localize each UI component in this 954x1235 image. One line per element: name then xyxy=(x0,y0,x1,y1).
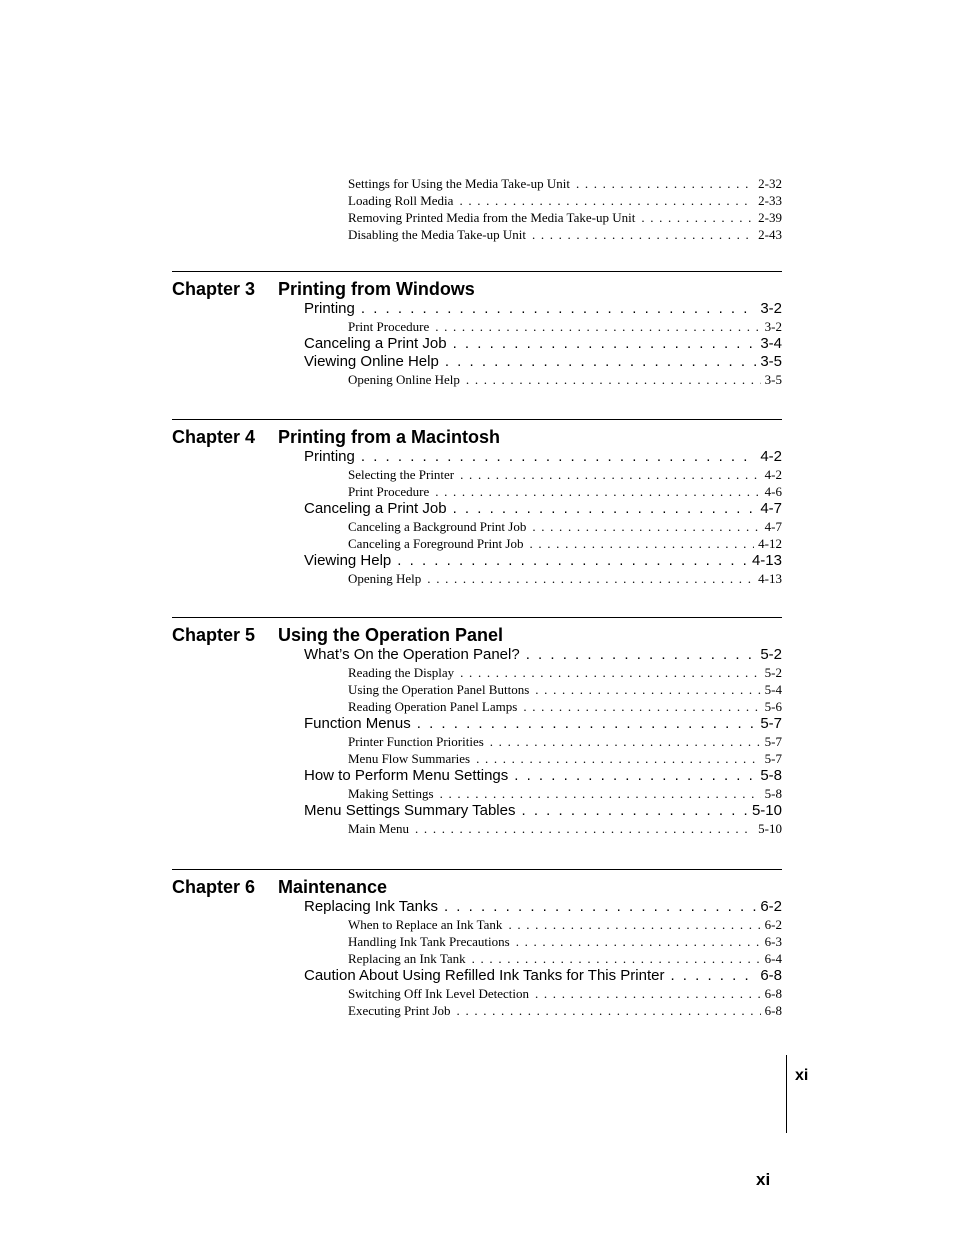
dot-leader xyxy=(440,785,761,802)
toc-entry-title: Canceling a Foreground Print Job xyxy=(348,536,524,551)
chapter-label: Chapter 4 xyxy=(172,427,256,447)
chapter-divider xyxy=(172,271,782,272)
toc-subentry[interactable] xyxy=(348,820,782,837)
toc-entry-page: 5-8 xyxy=(760,767,782,784)
margin-tab-label: xi xyxy=(795,1067,809,1084)
chapter-entries xyxy=(0,898,782,1019)
toc-entry-page: 6-2 xyxy=(764,917,782,932)
toc-entry-title: Viewing Online Help xyxy=(304,353,439,370)
toc-entry[interactable] xyxy=(304,898,782,916)
toc-entry-page: 3-5 xyxy=(760,353,782,370)
dot-leader xyxy=(514,767,756,785)
toc-entry[interactable] xyxy=(348,192,782,209)
toc-subentry[interactable] xyxy=(348,785,782,802)
chapter-divider xyxy=(172,869,782,870)
toc-entry-page: 3-2 xyxy=(764,319,782,334)
chapter-label: Chapter 5 xyxy=(172,625,256,645)
toc-entry-page: 4-2 xyxy=(760,448,782,465)
toc-entry-title: Caution About Using Refilled Ink Tanks for This Printer xyxy=(304,967,665,984)
chapter-heading[interactable] xyxy=(172,624,782,646)
toc-subentry[interactable] xyxy=(348,681,782,698)
toc-subentry[interactable] xyxy=(348,318,782,335)
dot-leader xyxy=(445,353,757,371)
toc-entry-page: 6-4 xyxy=(764,951,782,966)
toc-entry-title: Canceling a Background Print Job xyxy=(348,519,527,534)
dot-leader xyxy=(435,318,760,335)
chapter-5-section xyxy=(172,617,782,837)
dot-leader xyxy=(459,192,754,209)
toc-entry-title: How to Perform Menu Settings xyxy=(304,767,509,784)
toc-entry-page: 3-4 xyxy=(760,335,782,352)
toc-entry-page: 4-7 xyxy=(760,500,782,517)
dot-leader xyxy=(535,985,761,1002)
toc-entry[interactable] xyxy=(304,500,782,518)
dot-leader xyxy=(460,466,761,483)
toc-entry-title: Function Menus xyxy=(304,715,411,732)
toc-entry[interactable] xyxy=(348,175,782,192)
toc-subentry[interactable] xyxy=(348,518,782,535)
dot-leader xyxy=(417,715,757,733)
toc-entry-page: 5-8 xyxy=(764,786,782,801)
toc-entry-title: Replacing an Ink Tank xyxy=(348,951,466,966)
toc-entry-page: 2-39 xyxy=(758,210,782,225)
toc-entry-title: Viewing Help xyxy=(304,552,392,569)
dot-leader xyxy=(508,916,760,933)
toc-entry[interactable] xyxy=(304,646,782,664)
toc-entry-title: Printer Function Priorities xyxy=(348,734,484,749)
toc-entry-title: Opening Help xyxy=(348,571,422,586)
continued-entries xyxy=(172,175,782,243)
dot-leader xyxy=(576,175,754,192)
toc-entry-title: Making Settings xyxy=(348,786,434,801)
toc-entry-title: Handling Ink Tank Precautions xyxy=(348,934,510,949)
toc-entry-page: 6-2 xyxy=(760,898,782,915)
toc-entry-title: Settings for Using the Media Take-up Unit xyxy=(348,176,570,191)
toc-entry-page: 5-7 xyxy=(764,751,782,766)
toc-entry-page: 6-8 xyxy=(760,967,782,984)
toc-entry-page: 6-8 xyxy=(764,1003,782,1018)
toc-entry-title: Main Menu xyxy=(348,821,410,836)
toc-subentry[interactable] xyxy=(348,950,782,967)
margin-tab-rule xyxy=(786,1055,787,1133)
chapter-label: Chapter 3 xyxy=(172,279,256,299)
toc-entry-title: Loading Roll Media xyxy=(348,193,454,208)
dot-leader xyxy=(457,1002,761,1019)
toc-entry-page: 4-12 xyxy=(758,536,782,551)
toc-entry-title: What’s On the Operation Panel? xyxy=(304,646,520,663)
chapter-label: Chapter 6 xyxy=(172,877,256,897)
dot-leader xyxy=(523,698,760,715)
toc-subentry[interactable] xyxy=(348,985,782,1002)
dot-leader xyxy=(476,750,761,767)
toc-entry-page: 2-43 xyxy=(758,227,782,242)
dot-leader xyxy=(535,681,760,698)
dot-leader xyxy=(460,664,761,681)
chapter-4-section xyxy=(172,419,782,587)
dot-leader xyxy=(415,820,754,837)
toc-entry-title: Opening Online Help xyxy=(348,372,460,387)
toc-subentry[interactable] xyxy=(348,733,782,750)
dot-leader xyxy=(526,646,757,664)
toc-entry-page: 4-13 xyxy=(751,552,782,569)
toc-entry-page: 5-10 xyxy=(751,802,782,819)
toc-entry-title: Printing xyxy=(304,300,355,317)
toc-entry-title: When to Replace an Ink Tank xyxy=(348,917,503,932)
toc-entry[interactable] xyxy=(304,967,782,985)
toc-entry-page: 6-3 xyxy=(764,934,782,949)
toc-entry-title: Using the Operation Panel Buttons xyxy=(348,682,530,697)
toc-entry[interactable] xyxy=(304,715,782,733)
toc-entry[interactable] xyxy=(304,552,782,570)
dot-leader xyxy=(529,535,754,552)
toc-entry-page: 3-5 xyxy=(764,372,782,387)
toc-entry[interactable] xyxy=(348,209,782,226)
dot-leader xyxy=(444,898,756,916)
toc-entry-title: Replacing Ink Tanks xyxy=(304,898,438,915)
toc-entry[interactable] xyxy=(304,767,782,785)
dot-leader xyxy=(532,518,760,535)
toc-subentry[interactable] xyxy=(348,1002,782,1019)
dot-leader xyxy=(397,552,748,570)
toc-entry[interactable] xyxy=(304,802,782,820)
toc-entry-page: 6-8 xyxy=(764,986,782,1001)
toc-entry-page: 4-7 xyxy=(764,519,782,534)
toc-entry-page: 5-7 xyxy=(764,734,782,749)
chapter-heading[interactable] xyxy=(172,426,782,448)
chapter-heading[interactable] xyxy=(172,278,782,300)
toc-entry-title: Menu Flow Summaries xyxy=(348,751,471,766)
chapter-title: Printing from Windows xyxy=(278,279,475,299)
dot-leader xyxy=(641,209,754,226)
toc-subentry[interactable] xyxy=(348,371,782,388)
toc-entry-title: Switching Off Ink Level Detection xyxy=(348,986,529,1001)
dot-leader xyxy=(453,335,757,353)
dot-leader xyxy=(490,733,761,750)
dot-leader xyxy=(466,371,761,388)
toc-subentry[interactable] xyxy=(348,535,782,552)
dot-leader xyxy=(522,802,748,820)
toc-entry-page: 3-2 xyxy=(760,300,782,317)
toc-subentry[interactable] xyxy=(348,933,782,950)
dot-leader xyxy=(453,500,757,518)
toc-entry-title: Selecting the Printer xyxy=(348,467,455,482)
toc-entry-page: 4-13 xyxy=(758,571,782,586)
toc-entry-page: 5-4 xyxy=(764,682,782,697)
toc-entry-title: Reading the Display xyxy=(348,665,455,680)
toc-entry[interactable] xyxy=(304,448,782,466)
toc-entry-title: Canceling a Print Job xyxy=(304,335,447,352)
dot-leader xyxy=(670,967,756,985)
toc-entry-title: Print Procedure xyxy=(348,484,430,499)
toc-entry-title: Canceling a Print Job xyxy=(304,500,447,517)
toc-entry-page: 2-33 xyxy=(758,193,782,208)
chapter-3-section xyxy=(172,271,782,388)
chapter-divider xyxy=(172,419,782,420)
chapter-title: Printing from a Macintosh xyxy=(278,427,501,447)
toc-entry-page: 4-2 xyxy=(764,467,782,482)
toc-subentry[interactable] xyxy=(348,750,782,767)
toc-entry[interactable] xyxy=(304,335,782,353)
toc-entry-title: Executing Print Job xyxy=(348,1003,451,1018)
toc-entry-page: 5-10 xyxy=(758,821,782,836)
chapter-title: Maintenance xyxy=(278,877,388,897)
toc-subentry[interactable] xyxy=(348,916,782,933)
toc-entry-page: 5-7 xyxy=(760,715,782,732)
toc-entry-title: Removing Printed Media from the Media Take-up Unit xyxy=(348,210,636,225)
dot-leader xyxy=(361,448,756,466)
toc-entry-title: Print Procedure xyxy=(348,319,430,334)
dot-leader xyxy=(472,950,761,967)
dot-leader xyxy=(361,300,756,318)
toc-entry-title: Disabling the Media Take-up Unit xyxy=(348,227,526,242)
toc-entry-page: 2-32 xyxy=(758,176,782,191)
toc-entry-page: 4-6 xyxy=(764,484,782,499)
dot-leader xyxy=(516,933,761,950)
toc-entry-title: Menu Settings Summary Tables xyxy=(304,802,516,819)
toc-subentry[interactable] xyxy=(348,570,782,587)
chapter-entries xyxy=(0,646,782,837)
toc-subentry[interactable] xyxy=(348,698,782,715)
toc-entry-title: Printing xyxy=(304,448,355,465)
toc-subentry[interactable] xyxy=(348,664,782,681)
chapter-heading[interactable] xyxy=(172,876,782,898)
toc-subentry[interactable] xyxy=(348,483,782,500)
toc-subentry[interactable] xyxy=(348,466,782,483)
chapter-entries xyxy=(0,300,782,388)
chapter-title: Using the Operation Panel xyxy=(278,625,504,645)
page-number: xi xyxy=(756,1170,771,1189)
dot-leader xyxy=(532,226,754,243)
toc-entry-page: 5-2 xyxy=(764,665,782,680)
chapter-divider xyxy=(172,617,782,618)
dot-leader xyxy=(427,570,754,587)
dot-leader xyxy=(435,483,760,500)
chapter-6-section xyxy=(172,869,782,1019)
toc-entry[interactable] xyxy=(304,353,782,371)
toc-entry[interactable] xyxy=(348,226,782,243)
toc-entry-title: Reading Operation Panel Lamps xyxy=(348,699,518,714)
chapter-entries xyxy=(0,448,782,587)
toc-entry-page: 5-6 xyxy=(764,699,782,714)
toc-entry-page: 5-2 xyxy=(760,646,782,663)
toc-entry[interactable] xyxy=(304,300,782,318)
